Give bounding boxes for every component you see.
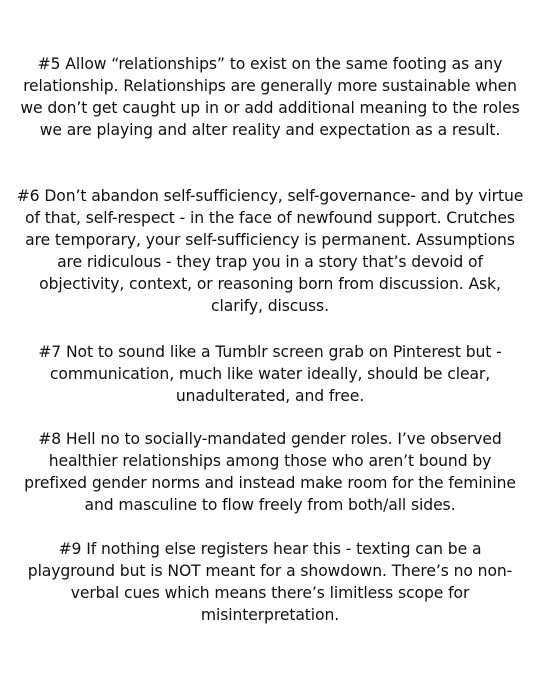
tip-9-paragraph: #9 If nothing else registers hear this - texting can be a playground but is NOT meant for a showdown. There’s no non-verbal cues which means there’s limitless scope for misinterpretation. bbox=[27, 540, 513, 624]
tip-8-paragraph: #8 Hell no to socially-mandated gender roles. I’ve observed healthier relationships among those who aren’t bound by prefixed gender norms and instead make room for the feminine and masculine to flow freely from both/all sides. bbox=[24, 430, 516, 514]
tip-7-paragraph: #7 Not to sound like a Tumblr screen grab on Pinterest but - communication, much like water ideally, should be clear, unadulterated, and free. bbox=[38, 343, 502, 405]
tip-6-paragraph: #6 Don’t abandon self-sufficiency, self-governance- and by virtue of that, self-respect - in the face of newfound support. Crutches are temporary, your self-sufficiency is permanent. Assumptions are ridiculous - they trap you in a story that’s devoid of objectivity, context, or reasoning born from discussion. Ask, clarify, discuss. bbox=[16, 187, 524, 315]
tip-5-paragraph: #5 Allow “relationships” to exist on the same footing as any relationship. Relationships are generally more sustainable when we don’t get caught up in or add additional meaning to the roles we are playing and alter reality and expectation as a result. bbox=[20, 55, 520, 139]
